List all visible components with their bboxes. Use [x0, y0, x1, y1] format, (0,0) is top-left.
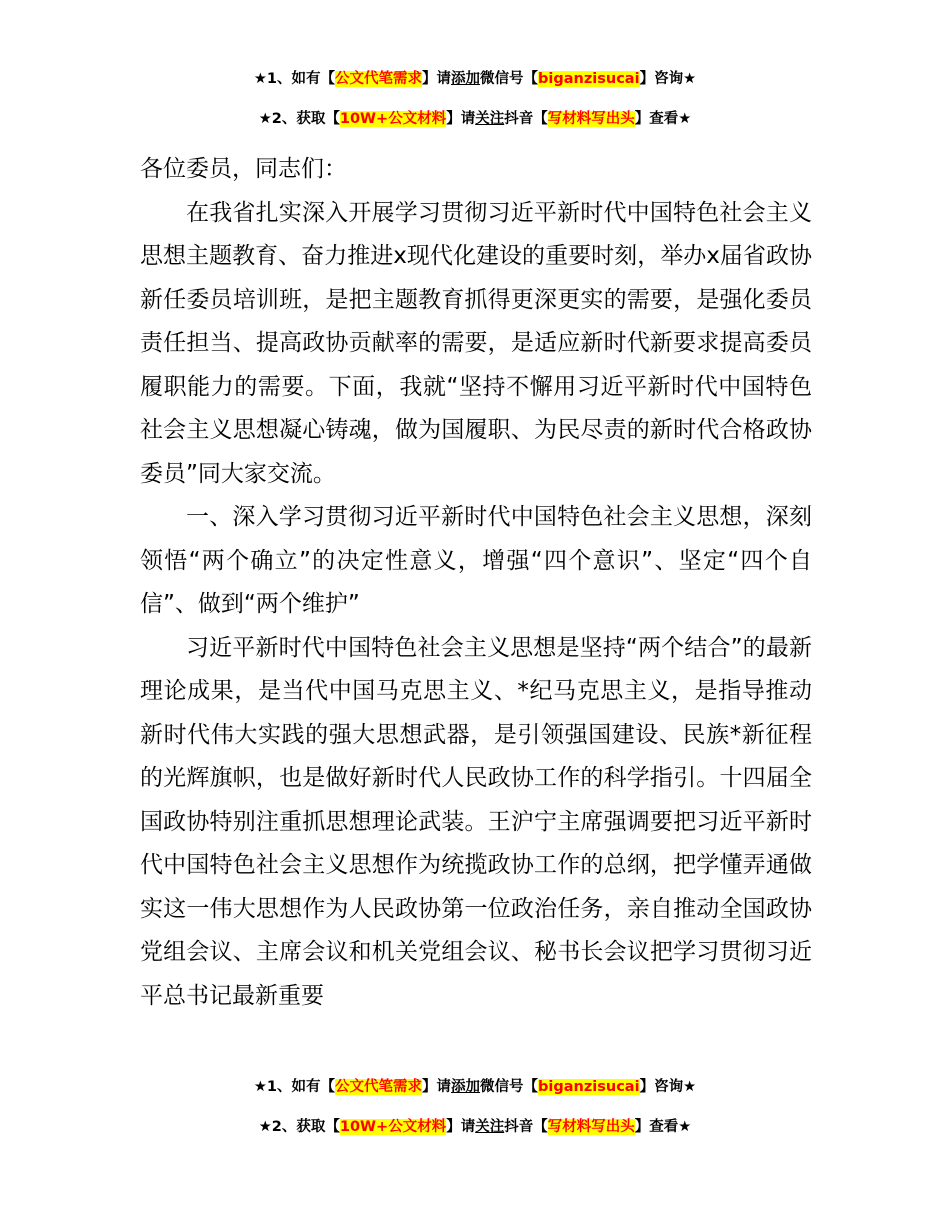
- banner-highlight-service: 公文代笔需求: [335, 71, 423, 87]
- banner-suffix: 】查看★: [634, 111, 692, 127]
- banner-highlight-materials: 10W+公文材料: [339, 1119, 447, 1135]
- banner-text: 抖音【: [504, 111, 548, 127]
- banner-text: 微信号【: [480, 71, 539, 87]
- paragraph-body: 习近平新时代中国特色社会主义思想是坚持“两个结合”的最新理论成果，是当代中国马克思主义、*纪马克思主义，是指导推动新时代伟大实践的强大思想武器，是引领强国建设、民族*新征程的光辉旗帜，也是做好新时代人民政协工作的科学指引。十四届全国政协特别注重抓思想理论武装。王沪宁主席强调要把习近平新时代中国特色社会主义思想作为统揽政协工作的总纲，把学懂弄通做实这一伟大思想作为人民政协第一位政治任务，亲自推动全国政协党组会议、主席会议和机关党组会议、秘书长会议把学习贯彻习近平总书记最新重要: [140, 634, 812, 1009]
- document-body: [140, 148, 812, 1018]
- banner-highlight-materials: 10W+公文材料: [339, 111, 447, 127]
- banner-underlined-add: 添加: [451, 1079, 481, 1095]
- banner-prefix: ★2、获取【: [258, 111, 340, 127]
- banner-text: 】请: [446, 1119, 476, 1135]
- banner-highlight-douyin: 写材料写出头: [547, 111, 635, 127]
- banner-text: 微信号【: [480, 1079, 539, 1095]
- promo-banner-bottom-line-1: [0, 1077, 950, 1097]
- section-heading-1: 一、深入学习贯彻习近平新时代中国特色社会主义思想，深刻领悟“两个确立”的决定性意义，增强“四个意识”、坚定“四个自信”、做到“两个维护”: [140, 504, 812, 617]
- banner-underlined-add: 添加: [451, 71, 481, 87]
- promo-banner-top-line-1: [0, 69, 950, 89]
- banner-highlight-wechat-id: biganzisucai: [538, 1079, 640, 1095]
- banner-highlight-wechat-id: biganzisucai: [538, 71, 640, 87]
- banner-prefix: ★1、如有【: [253, 1079, 336, 1095]
- banner-text: 】请: [422, 71, 452, 87]
- banner-prefix: ★2、获取【: [258, 1119, 340, 1135]
- banner-suffix: 】咨询★: [639, 1079, 697, 1095]
- banner-text: 】请: [422, 1079, 452, 1095]
- salutation: 各位委员，同志们：: [140, 156, 347, 182]
- paragraph-intro: 在我省扎实深入开展学习贯彻习近平新时代中国特色社会主义思想主题教育、奋力推进x现代化建设的重要时刻，举办x届省政协新任委员培训班，是把主题教育抓得更深更实的需要，是强化委员责任担当、提高政协贡献率的需要，是适应新时代新要求提高委员履职能力的需要。下面，我就“坚持不懈用习近平新时代中国特色社会主义思想凝心铸魂，做为国履职、为民尽责的新时代合格政协委员”同大家交流。: [140, 199, 812, 487]
- promo-banner-top-line-2: [0, 109, 950, 129]
- banner-text: 抖音【: [504, 1119, 548, 1135]
- banner-highlight-douyin: 写材料写出头: [547, 1119, 635, 1135]
- banner-highlight-service: 公文代笔需求: [335, 1079, 423, 1095]
- banner-suffix: 】咨询★: [639, 71, 697, 87]
- banner-underlined-follow: 关注: [475, 111, 505, 127]
- banner-text: 】请: [446, 111, 476, 127]
- banner-prefix: ★1、如有【: [253, 71, 336, 87]
- banner-underlined-follow: 关注: [475, 1119, 505, 1135]
- banner-suffix: 】查看★: [634, 1119, 692, 1135]
- promo-banner-bottom-line-2: [0, 1117, 950, 1137]
